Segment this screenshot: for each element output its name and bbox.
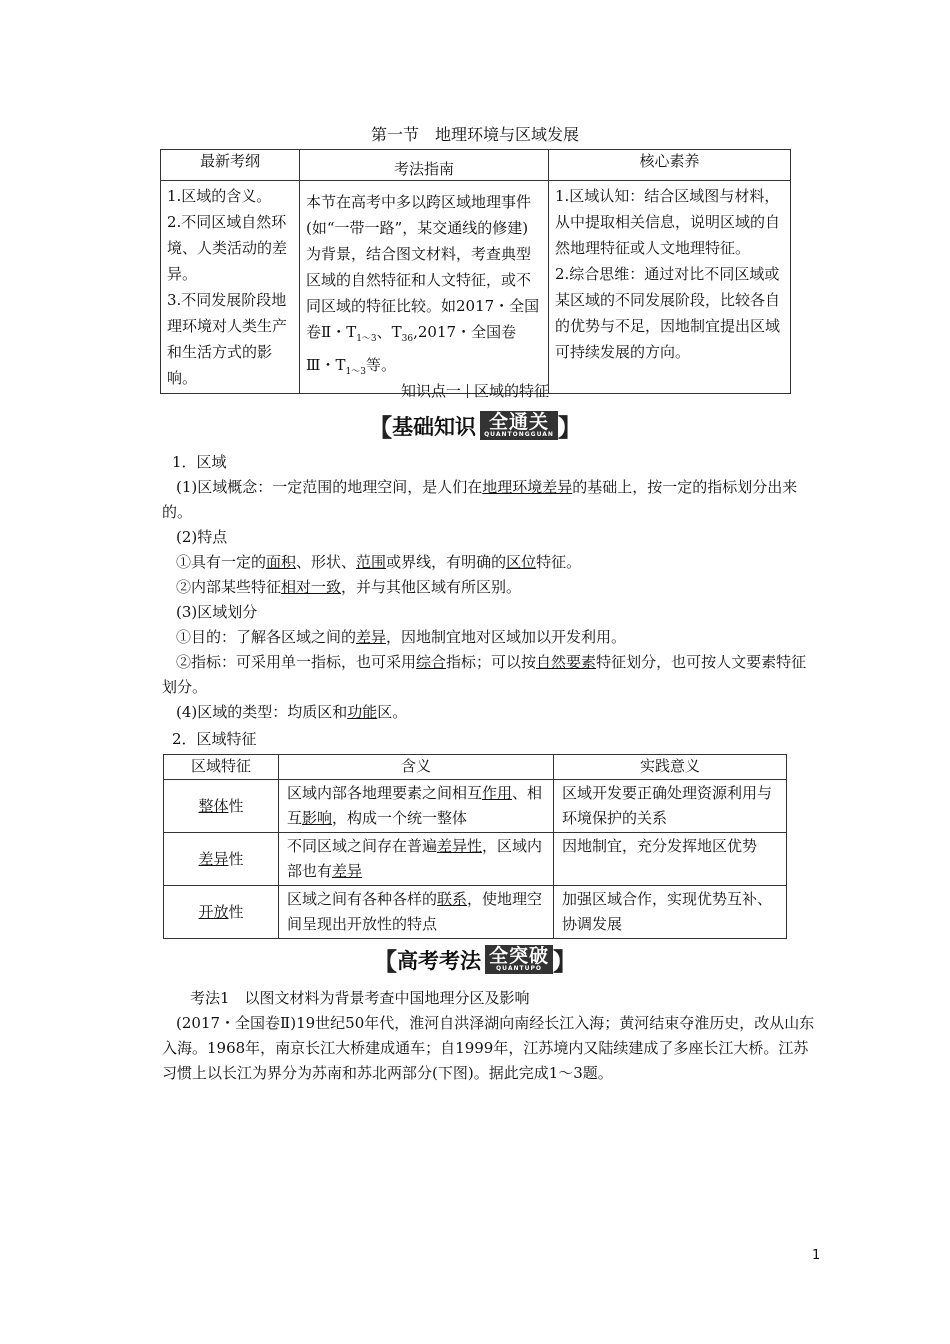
banner-badge [485,945,553,974]
paragraph-division-purpose: ①目的：了解各区域之间的差异，因地制宜地对区域加以开发利用。 [176,628,627,646]
paragraph-feature-2: ②内部某些特征相对一致，并与其他区域有所区别。 [176,578,522,596]
guide-text: 等。 [365,356,396,374]
table-row [164,833,787,886]
feature-name: 差异性 [164,833,279,886]
badge-text: 全突破 [488,945,549,967]
bracket-right: 】 [557,414,582,442]
exam-outline-table [160,149,791,394]
feature-meaning: 不同区域之间存在普遍差异性，区域内部也有差异 [279,833,554,886]
badge-text: 全通关 [488,411,549,433]
guide-sub: 1～3 [356,334,377,344]
bracket-left: 【 [368,414,393,442]
paragraph-division-heading: (3)区域划分 [176,603,258,621]
guide-sub: 36 [401,334,414,344]
table2-header: 实践意义 [554,755,787,780]
banner-badge [480,411,558,440]
feature-name: 开放性 [164,886,279,939]
feature-meaning: 区域内部各地理要素之间相互作用、相互影响，构成一个统一整体 [279,780,554,833]
guide-sub: 1～3 [345,367,366,377]
guide-text: 本节在高考中多以跨区域地理事件(如“一带一路”，某交通线的修建)为背景，结合图文材料，考查典型区域的自然特征和人文特征，或不同区域的特征比较。如2017・全国卷Ⅱ・T [306,193,540,341]
exam-method-banner [0,942,950,977]
table2-header: 区域特征 [164,755,279,780]
basic-knowledge-banner [0,408,950,443]
paragraph-feature-1: ①具有一定的面积、形状、范围或界线，有明确的区位特征。 [176,553,582,571]
method-title: 考法1 以图文材料为背景考查中国地理分区及影响 [190,989,530,1007]
table2-header: 含义 [279,755,554,780]
guide-text: 、T [376,323,402,341]
syllabus-item: 1.区域的含义。 [167,187,272,205]
feature-significance: 区域开发要正确处理资源利用与环境保护的关系 [554,780,787,833]
paragraph-features-heading: (2)特点 [176,528,228,546]
feature-meaning: 区域之间有各种各样的联系，使地理空间呈现出开放性的特点 [279,886,554,939]
competency-item: 1.区域认知：结合区域图与材料，从中提取相关信息，说明区域的自然地理特征或人文地理特征。 [555,187,781,257]
feature-significance: 加强区域合作，实现优势互补、协调发展 [554,886,787,939]
heading-region: 1．区域 [172,453,227,471]
table-row [164,780,787,833]
banner-title: 高考考法 [396,948,481,973]
guide-text: ,2017・全国卷Ⅲ・T [306,323,517,374]
page-number: 1 [812,1248,821,1263]
guide-cell [300,181,549,394]
syllabus-cell [161,181,300,394]
knowledge-point-heading [0,380,950,401]
competency-cell [549,181,791,394]
table-row [164,886,787,939]
competency-item: 2.综合思维：通过对比不同区域或某区域的不同发展阶段，比较各自的优势与不足，因地制宜提出区域可持续发展的方向。 [555,265,781,361]
syllabus-item: 2.不同区域自然环境、人类活动的差异。 [167,213,288,283]
badge-subtext: QUANTUPO [496,965,542,972]
method-paragraph: (2017・全国卷Ⅱ)19世纪50年代，淮河自洪泽湖向南经长江入海；黄河结束夺淮历史，改从山东入海。1968年，南京长江大桥建成通车；自1999年，江苏境内又陆续建成了多座长江大桥。江苏习惯上以长江为界分为苏南和苏北两部分(下图)。据此完成1～3题。 [162,1014,815,1082]
paragraph-region-types: (4)区域的类型：均质区和功能区。 [176,703,408,721]
feature-significance: 因地制宜，充分发挥地区优势 [554,833,787,886]
knowledge-point-title: 区域的特征 [474,382,550,400]
section-title: 第一节 地理环境与区域发展 [370,125,579,144]
paragraph-region-concept: (1)区域概念：一定范围的地理空间，是人们在地理环境差异的基础上，按一定的指标划分出来的。 [162,478,798,521]
syllabus-item: 3.不同发展阶段地理环境对人类生产和生活方式的影响。 [167,291,288,387]
heading-region-features: 2．区域特征 [172,730,257,748]
paragraph-division-index: ②指标：可采用单一指标，也可采用综合指标；可以按自然要素特征划分，也可按人文要素特征划分。 [162,653,807,696]
table1-header: 考法指南 [300,150,549,181]
region-features-table [163,754,787,939]
bracket-left: 【 [372,948,397,976]
knowledge-point-label: 知识点一 [400,382,461,400]
table1-header: 最新考纲 [161,150,300,181]
banner-title: 基础知识 [392,414,477,439]
table1-header: 核心素养 [549,150,791,181]
badge-subtext: QUANTONGGUAN [484,431,554,438]
divider [467,384,468,398]
bracket-right: 】 [553,948,577,976]
feature-name: 整体性 [164,780,279,833]
